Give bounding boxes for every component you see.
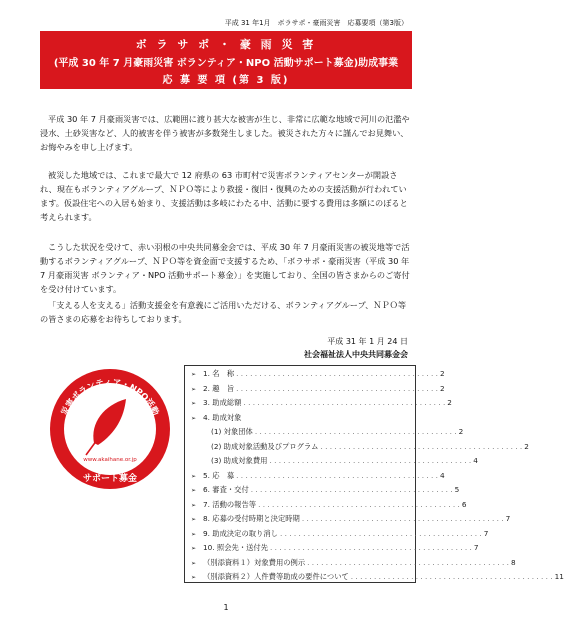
toc-item-label: 3. 助成総額: [203, 398, 242, 407]
toc-item-page: 11: [554, 572, 564, 581]
toc-leader-dots: . . . . . . . . . . . . . . . . . . . . . . . . . . . . . . . . . . . . . . . . . . . .: [269, 456, 472, 465]
toc-leader-dots: . . . . . . . . . . . . . . . . . . . . . . . . . . . . . . . . . . . . . . . . . . . .: [236, 369, 438, 378]
toc-item-page: 2: [447, 398, 452, 407]
toc-item-label: 6. 審査・交付: [203, 485, 249, 494]
banner-round-info: 【第３回助成用（平成 31 年 1 月 24 日 受付開始)】: [128, 89, 324, 98]
toc-item-page: 5: [454, 485, 460, 494]
campaign-logo: [50, 369, 170, 489]
bullet-arrow-icon: ➢: [191, 501, 197, 509]
toc-item: [191, 456, 478, 471]
toc-item-label: （別添資料２）人件費等助成の要件について: [203, 572, 349, 581]
toc-item-label: 7. 活動の報告等: [203, 499, 257, 509]
logo-url: www.akaihane.or.jp: [83, 457, 137, 463]
toc-leader-dots: . . . . . . . . . . . . . . . . . . . . . . . . . . . . . . . . . . . . . . . . . . . .: [279, 528, 482, 538]
toc-leader-dots: . . . . . . . . . . . . . . . . . . . . . . . . . . . . . . . . . . . . . . . . . . . .: [236, 470, 438, 480]
bullet-arrow-icon: ➢: [191, 516, 197, 523]
toc-item: [191, 557, 516, 573]
toc-leader-dots: . . . . . . . . . . . . . . . . . . . . . . . . . . . . . . . . . . . . . . . . . . . .: [236, 383, 438, 393]
bullet-arrow-icon: ➢: [191, 472, 197, 480]
toc-item-page: 2: [439, 369, 445, 378]
issue-date: 平成 31 年 1 月 24 日: [327, 337, 408, 346]
toc-item: [191, 427, 464, 442]
toc-item-page: 4: [439, 470, 445, 480]
toc-leader-dots: . . . . . . . . . . . . . . . . . . . . . . . . . . . . . . . . . . . . . . . . . . . .: [258, 499, 460, 509]
toc-item: [191, 441, 529, 457]
organization-name: 社会福祉法人中央共同募金会: [304, 350, 408, 359]
toc-item: [191, 499, 467, 515]
toc-item: [191, 485, 460, 500]
toc-item: [191, 413, 407, 428]
toc-leader-dots: . . . . . . . . . . . . . . . . . . . . . . . . . . . . . . . . . . . . . . . . . . . .: [254, 427, 457, 436]
toc-item-label: 10. 照会先・送付先: [203, 543, 269, 552]
paragraph-4: 「支える人を支える」活動支援金を有意義にご活用いただける、ボランティアグループ、ＮＰＯ等の皆さまの応募をお待ちしております。: [40, 300, 407, 324]
logo-artwork: [50, 369, 170, 489]
toc-item: [191, 398, 452, 413]
toc-leader-dots: . . . . . . . . . . . . . . . . . . . . . . . . . . . . . . . . . . . . . . . . . . . .: [250, 485, 453, 494]
toc-item: [191, 543, 479, 558]
title-banner: [40, 31, 412, 98]
bullet-arrow-icon: ➢: [191, 400, 197, 407]
toc-item-page: 7: [483, 528, 489, 538]
toc-item: [191, 572, 564, 587]
toc-item: [191, 514, 511, 529]
toc-item-label: （別添資料１）対象費用の例示: [203, 557, 306, 567]
toc-item: [191, 383, 445, 399]
page-number: 1: [223, 603, 229, 612]
toc-item-label: 9. 助成決定の取り消し: [203, 528, 278, 538]
toc-item-page: 8: [510, 557, 516, 567]
toc-item: [191, 528, 489, 544]
red-feather-icon: [86, 399, 126, 455]
bullet-arrow-icon: ➢: [191, 574, 197, 581]
banner-title: ボ ラ サ ポ ・ 豪 雨 災 害: [135, 38, 317, 51]
header-note: 平成 31 年1月 ボラサポ・豪雨災害 応募要項（第3版）: [224, 19, 408, 27]
logo-bottom-text: サポート募金: [82, 474, 138, 484]
toc-item-label: (2) 助成対象活動及びプログラム: [211, 441, 319, 451]
toc-item-page: 2: [524, 441, 529, 451]
toc-item-label: 5. 応 募: [203, 470, 235, 480]
toc-item-page: 7: [473, 543, 479, 552]
bullet-arrow-icon: ➢: [191, 371, 197, 378]
toc-item-page: 2: [458, 427, 464, 436]
bullet-arrow-icon: ➢: [191, 545, 197, 552]
toc-item: [191, 470, 445, 486]
paragraph-2: 被災した地域では、これまで最大で 12 府県の 63 市町村で災害ボランティアセンターが開設され、現在もボランティアグループ、ＮＰＯ等により救援・復旧・復興のための支援活動が行われています。仮設住宅への入居も始まり、支援活動は多岐にわたる中、活動に要する費用は多額にのぼると考えられます。: [40, 170, 408, 222]
toc-item-label: 4. 助成対象: [203, 412, 242, 422]
toc-item-label: (1) 対象団体: [211, 427, 253, 436]
toc-leader-dots: . . . . . . . . . . . . . . . . . . . . . . . . . . . . . . . . . . . . . . . . . . . .: [243, 398, 446, 407]
toc-item-page: 7: [505, 514, 511, 523]
table-of-contents: [184, 365, 564, 583]
bullet-arrow-icon: ➢: [191, 385, 197, 393]
bullet-arrow-icon: ➢: [191, 530, 197, 538]
toc-item-label: 8. 応募の受付時期と決定時期: [203, 514, 300, 523]
toc-item-label: 2. 趣 旨: [203, 383, 235, 393]
toc-leader-dots: . . . . . . . . . . . . . . . . . . . . . . . . . . . . . . . . . . . . . . . . . . . .: [270, 543, 472, 552]
banner-subtitle: (平成 30 年 7 月豪雨災害 ボランティア・NPO 活動サポート募金)助成事業: [53, 58, 399, 69]
toc-leader-dots: . . . . . . . . . . . . . . . . . . . . . . . . . . . . . . . . . . . . . . . . . . . .: [320, 441, 523, 451]
toc-item-label: (3) 助成対象費用: [211, 456, 268, 465]
toc-item: [191, 369, 445, 384]
bullet-arrow-icon: ➢: [191, 559, 197, 567]
toc-item-page: 2: [439, 383, 445, 393]
bullet-arrow-icon: ➢: [191, 487, 197, 494]
toc-leader-dots: . . . . . . . . . . . . . . . . . . . . . . . . . . . . . . . . . . . . . . . . . . . .: [301, 514, 504, 523]
paragraph-3: こうした状況を受けて、赤い羽根の中央共同募金会では、平成 30 年 7 月豪雨災害の被災地等で活動するボランティアグループ、ＮＰＯ等を資金面で支援するため、「ボラサポ・豪雨災害（平成 30 年 7 月豪雨災害 ボランティア・NPO 活動サポート募金）」を実施しており、全国の皆さまからのご寄付を受け付けています。: [40, 242, 410, 294]
toc-leader-dots: . . . . . . . . . . . . . . . . . . . . . . . . . . . . . . . . . . . . . . . . . . . .: [307, 557, 509, 567]
toc-item-page: 6: [461, 499, 467, 509]
banner-heading: 応 募 要 項 (第 3 版): [162, 75, 290, 86]
bullet-arrow-icon: ➢: [191, 414, 197, 422]
toc-leader-dots: . . . . . . . . . . . . . . . . . . . . . . . . . . . . . . . . . . . . . . . . . . . .: [350, 572, 553, 581]
toc-item-page: 4: [473, 456, 478, 465]
toc-item-label: 1. 名 称: [203, 369, 235, 378]
logo-arc-text: 災害ボランティア・NPO活動: [59, 377, 161, 418]
paragraph-1: 平成 30 年 7 月豪雨災害では、広範囲に渡り甚大な被害が生じ、非常に広範な地域で河川の氾濫や浸水、土砂災害など、人的被害を伴う被害が多数発生しました。被災された方々に謹んでお見舞い、お悔やみを申し上げます。: [40, 114, 410, 152]
